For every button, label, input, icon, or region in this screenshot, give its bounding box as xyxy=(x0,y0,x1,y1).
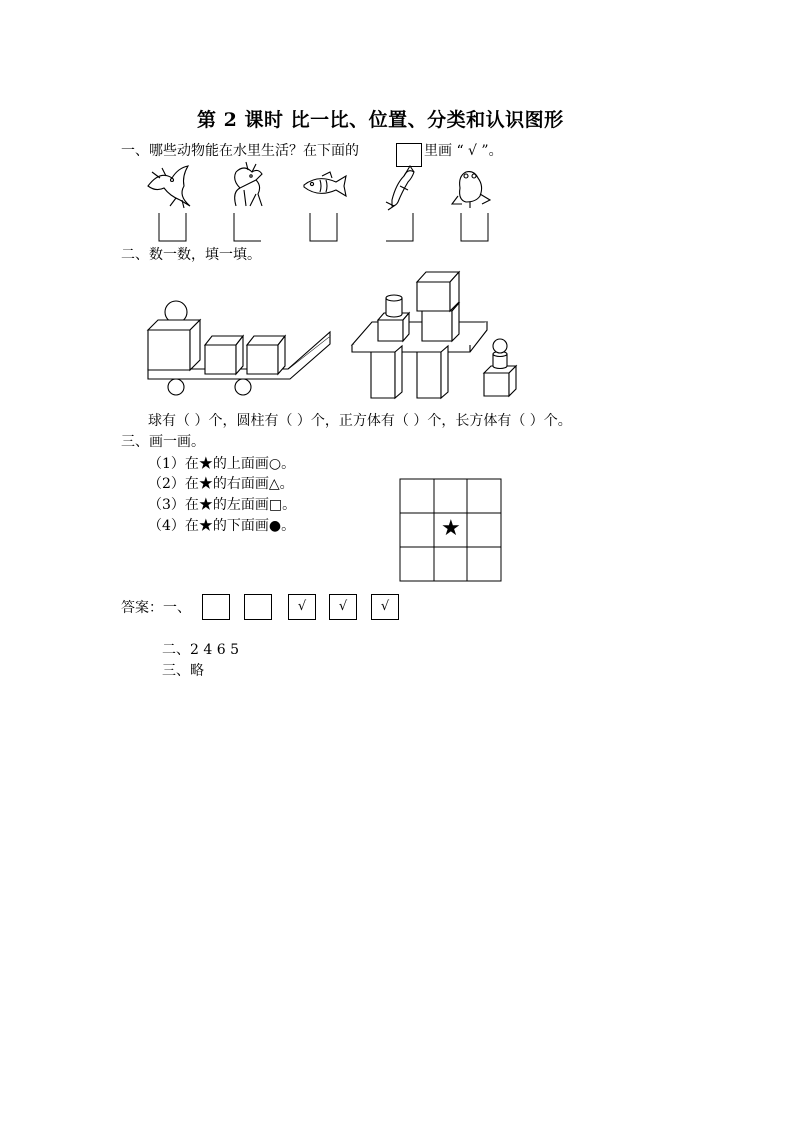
q3-item-2: （2）在★的右面画△。 xyxy=(148,476,294,492)
answer-box-4: √ xyxy=(329,594,357,620)
page-title: 第 2 课时 比一比、位置、分类和认识图形 xyxy=(197,109,564,131)
answers-line-3: 三、略 xyxy=(162,663,204,679)
answers-label: 答案：一、 xyxy=(121,600,191,616)
grid-star-icon: ★ xyxy=(441,516,461,541)
q2-heading: 二、数一数，填一填。 xyxy=(121,247,261,263)
answer-box-1 xyxy=(202,594,230,620)
q3-item-3: （3）在★的左面画□。 xyxy=(148,497,297,513)
answers-line-2: 二、2 4 6 5 xyxy=(162,642,239,658)
q1-prompt-after: 里画 “ √ ”。 xyxy=(424,143,503,159)
q2-fill-line: 球有（ ）个，圆柱有（ ）个，正方体有（ ）个，长方体有（ ）个。 xyxy=(148,413,572,429)
answer-box-3: √ xyxy=(288,594,316,620)
q1-prompt-before: 一、哪些动物能在水里生活？在下面的 xyxy=(121,143,359,159)
answer-box-2 xyxy=(244,594,272,620)
answer-box-5: √ xyxy=(371,594,399,620)
q3-item-1: （1）在★的上面画○。 xyxy=(148,456,296,472)
q3-item-4: （4）在★的下面画●。 xyxy=(148,518,296,534)
q3-heading: 三、画一画。 xyxy=(121,434,205,450)
